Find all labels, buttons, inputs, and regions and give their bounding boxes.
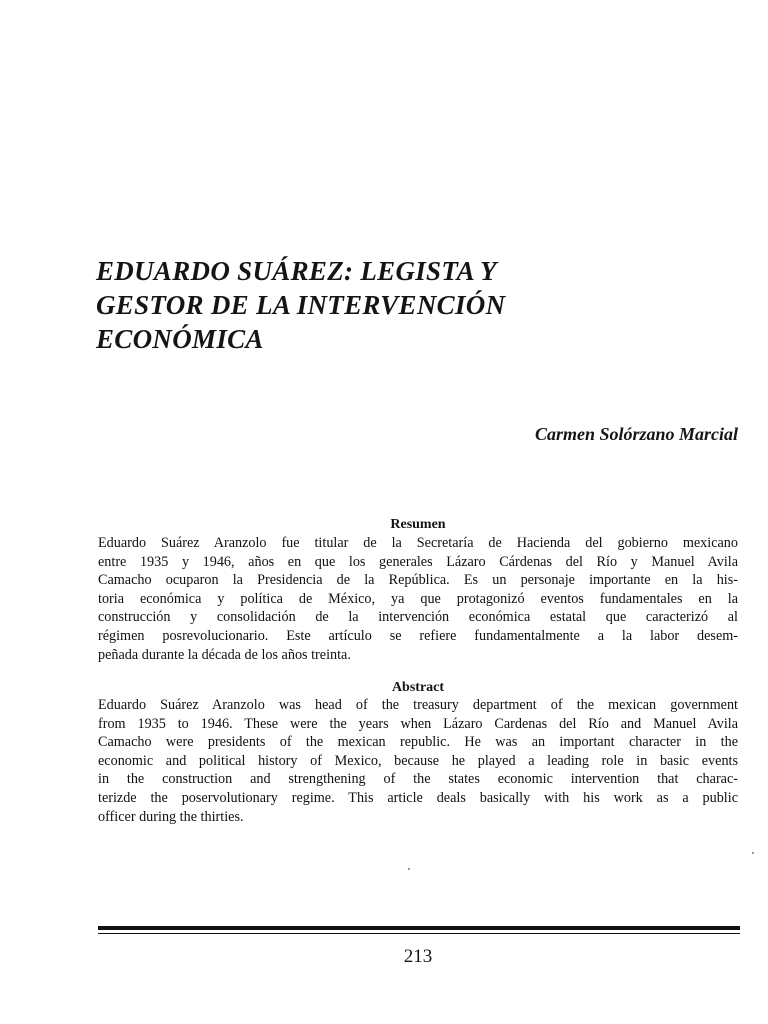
abstract-heading: Abstract xyxy=(391,680,445,695)
abstract-line: economic and political history of Mexico, because he played a leading role in basic events xyxy=(98,752,738,769)
resumen-line: entre 1935 y 1946, años en que los generales Lázaro Cárdenas del Río y Manuel Avila xyxy=(98,553,738,570)
abstract-line: from 1935 to 1946. These were the years when Lázaro Cardenas del Río and Manuel Avila xyxy=(98,715,738,732)
article-title xyxy=(96,254,656,356)
author-name: Carmen Solórzano Marcial xyxy=(534,424,738,444)
abstract-paragraph xyxy=(98,696,738,826)
resumen-line: Camacho ocuparon la Presidencia de la República. Es un personaje importante en la his- xyxy=(98,572,738,589)
scan-speck xyxy=(408,868,410,870)
resumen-line: peñada durante la década de los años treinta. xyxy=(98,646,351,663)
resumen-line: régimen posrevolucionario. Este artículo se refiere fundamentalmente a la labor desem- xyxy=(98,627,738,644)
page-number: 213 xyxy=(403,946,433,967)
abstract-line: Camacho were presidents of the mexican republic. He was an important character in the xyxy=(98,734,738,751)
resumen-paragraph xyxy=(98,534,738,664)
resumen-heading: Resumen xyxy=(390,517,446,532)
title-line: ECONÓMICA xyxy=(96,324,264,354)
resumen-line: construcción y consolidación de la intervención económica estatal que caracterizó al xyxy=(98,609,738,626)
abstract-line: terizde the poservolutionary regime. This article deals basically with his work as a public xyxy=(98,789,738,806)
resumen-line: toria económica y política de México, ya que protagonizó eventos fundamentales en la xyxy=(98,590,738,607)
footer-rule-thick xyxy=(98,926,740,930)
scan-speck xyxy=(752,852,754,854)
abstract-line: Eduardo Suárez Aranzolo was head of the treasury department of the mexican government xyxy=(98,697,738,713)
footer-rule-thin xyxy=(98,933,740,934)
abstract-line: officer during the thirties. xyxy=(98,808,244,825)
title-line: EDUARDO SUÁREZ: LEGISTA Y xyxy=(96,256,497,286)
title-line: GESTOR DE LA INTERVENCIÓN xyxy=(96,290,506,320)
abstract-line: in the construction and strengthening of the states economic intervention that charac- xyxy=(98,771,738,788)
resumen-line: Eduardo Suárez Aranzolo fue titular de la Secretaría de Hacienda del gobierno mexicano xyxy=(98,535,738,551)
